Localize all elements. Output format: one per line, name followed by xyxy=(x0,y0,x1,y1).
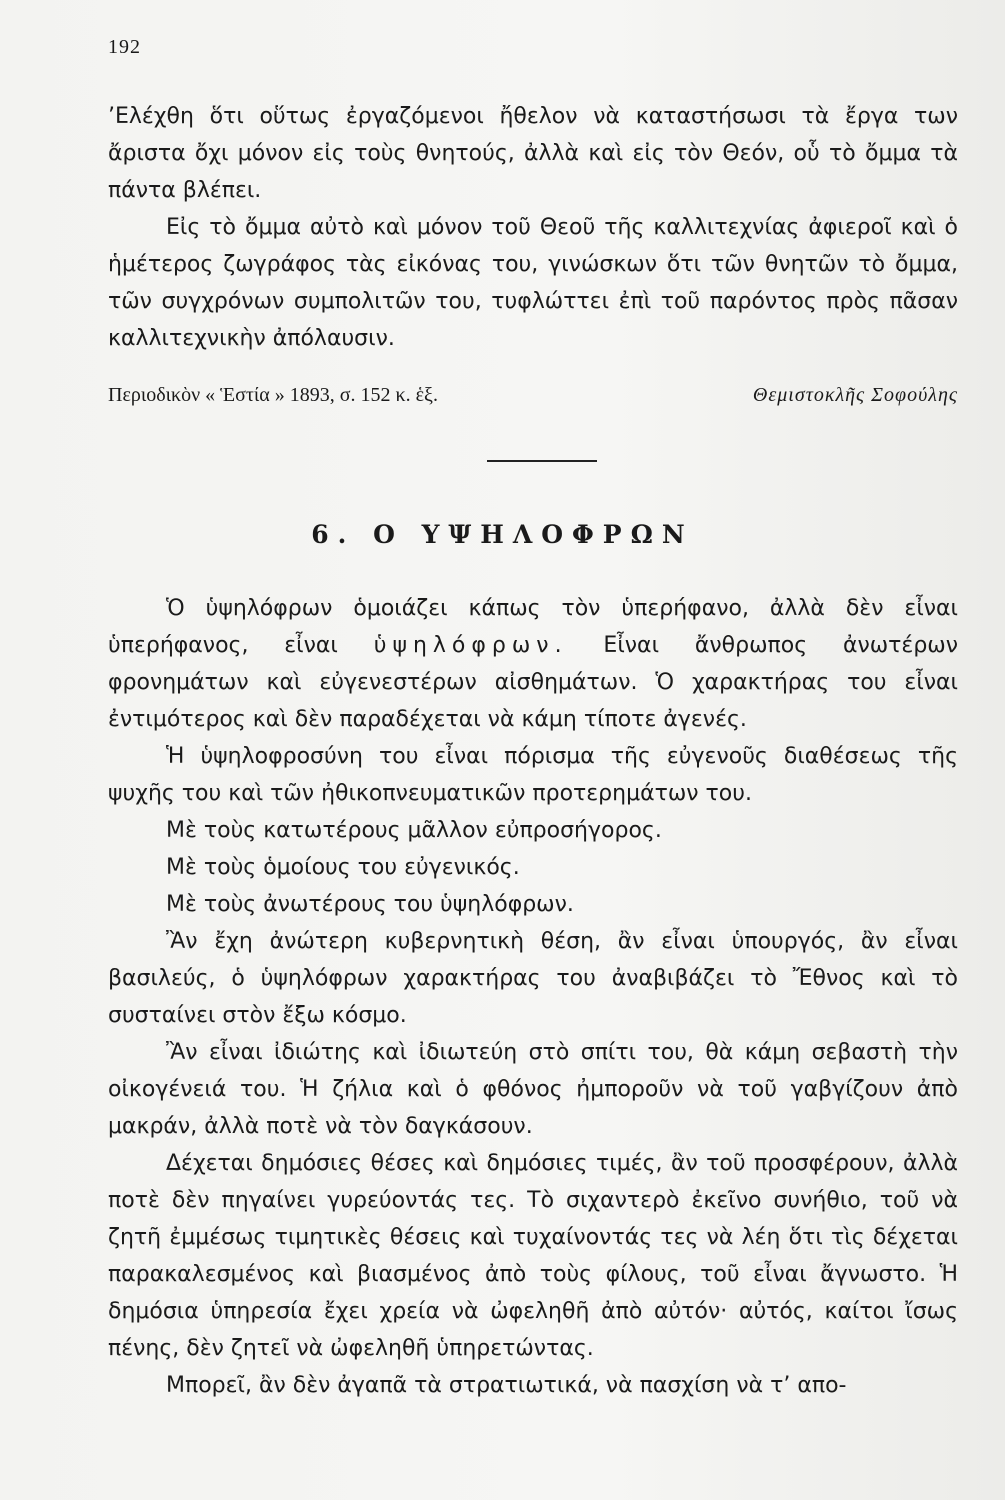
paragraph: Ἡ ὑψηλοφροσύνη του εἶναι πόρισμα τῆς εὐγενοῦς διαθέσεως τῆς ψυχῆς του καὶ τῶν ἠθικοπνευματικῶν προτερημάτων του. xyxy=(108,744,958,806)
intro-text xyxy=(108,98,958,357)
citation: Περιοδικὸν « Ἑστία » 1893, σ. 152 κ. ἑξ. xyxy=(108,384,438,406)
paragraph: ’Ελέχθη ὅτι οὕτως ἐργαζόμενοι ἤθελον νὰ καταστήσωσι τὰ ἔργα των ἄριστα ὄχι μόνον εἰς τοὺς θνητούς, ἀλλὰ καὶ εἰς τὸν Θεόν, οὗ τὸ ὄμμα τὰ πάντα βλέπει. xyxy=(108,104,958,203)
paragraph: Μπορεῖ, ἂν δὲν ἀγαπᾶ τὰ στρατιωτικά, νὰ πασχίση νὰ τ’ απο- xyxy=(166,1373,847,1398)
section-title: 6. Ο ΥΨΗΛΟΦΡΩΝ xyxy=(311,520,694,549)
page-number: 192 xyxy=(108,36,141,58)
short-line: Μὲ τοὺς ἀνωτέρους του ὑψηλόφρων. xyxy=(166,892,574,917)
text-run: Ὁ ὑψηλόφρων ὁμοιάζει κάπως τὸν ὑπερήφανο, ἀλλὰ δὲν εἶναι ὑπερήφανος, εἶναι xyxy=(108,596,958,658)
paragraph: Δέχεται δημόσιες θέσες καὶ δημόσιες τιμές, ἂν τοῦ προσφέρουν, ἀλλὰ ποτὲ δὲν πηγαίνει γυρεύοντάς τες. Τὸ σιχαντερὸ ἐκεῖνο συνήθιο, τοῦ νὰ ζητῆ ἐμμέσως τιμητικὲς θέσεις καὶ τυχαίνοντάς τες νὰ λέη ὅτι τὶς δέχεται παρακαλεσμένος καὶ βιασμένος ἀπὸ τοὺς φίλους, τοῦ εἶναι ἄγνωστο. Ἡ δημόσια ὑπηρεσία ἔχει χρεία νὰ ὠφεληθῆ ἀπὸ αὐτόν· αὐτός, καίτοι ἴσως πένης, δὲν ζητεῖ νὰ ὠφεληθῆ ὑπηρετώντας. xyxy=(108,1151,958,1361)
section-body xyxy=(108,590,958,1404)
paragraph: Εἰς τὸ ὄμμα αὐτὸ καὶ μόνον τοῦ Θεοῦ τῆς καλλιτεχνίας ἀφιεροῖ καὶ ὁ ἡμέτερος ζωγράφος τὰς εἰκόνας του, γινώσκων ὅτι τῶν θνητῶν τὸ ὄμμα, τῶν συγχρόνων συμπολιτῶν του, τυφλώττει ἐπὶ τοῦ παρόντος πρὸς πᾶσαν καλλιτεχνικὴν ἀπόλαυσιν. xyxy=(108,215,958,351)
short-line: Μὲ τοὺς ὁμοίους του εὐγενικός. xyxy=(166,855,520,880)
text-run: Εἶναι ἄνθρωπος ἀνωτέρων φρονημάτων καὶ εὐγενεστέρων αἰσθημάτων. Ὁ χαρακτήρας του εἶναι ἐντιμότερος καὶ δὲν παραδέχεται νὰ κάμη τίποτε ἀγενές. xyxy=(108,633,958,732)
author-signature: Θεμιστοκλῆς Σοφούλης xyxy=(752,384,958,406)
paragraph xyxy=(108,590,958,738)
paragraph: Ἂν εἶναι ἰδιώτης καὶ ἰδιωτεύη στὸ σπίτι του, θὰ κάμη σεβαστὴ τὴν οἰκογένειά του. Ἡ ζήλια καὶ ὁ φθόνος ἠμποροῦν νὰ τοῦ γαβγίζουν ἀπὸ μακράν, ἀλλὰ ποτὲ νὰ τὸν δαγκάσουν. xyxy=(108,1040,958,1139)
paragraph: Ἂν ἔχη ἀνώτερη κυβερνητικὴ θέση, ἂν εἶναι ὑπουργός, ἂν εἶναι βασιλεύς, ὁ ὑψηλόφρων χαρακτήρας του ἀναβιβάζει τὸ Ἔθνος καὶ τὸ συσταίνει στὸν ἔξω κόσμο. xyxy=(108,929,958,1028)
short-line: Μὲ τοὺς κατωτέρους μᾶλλον εὐπροσήγορος. xyxy=(166,818,662,843)
emphasized-word: ὑψηλόφρων. xyxy=(373,633,568,658)
section-divider xyxy=(487,460,597,462)
